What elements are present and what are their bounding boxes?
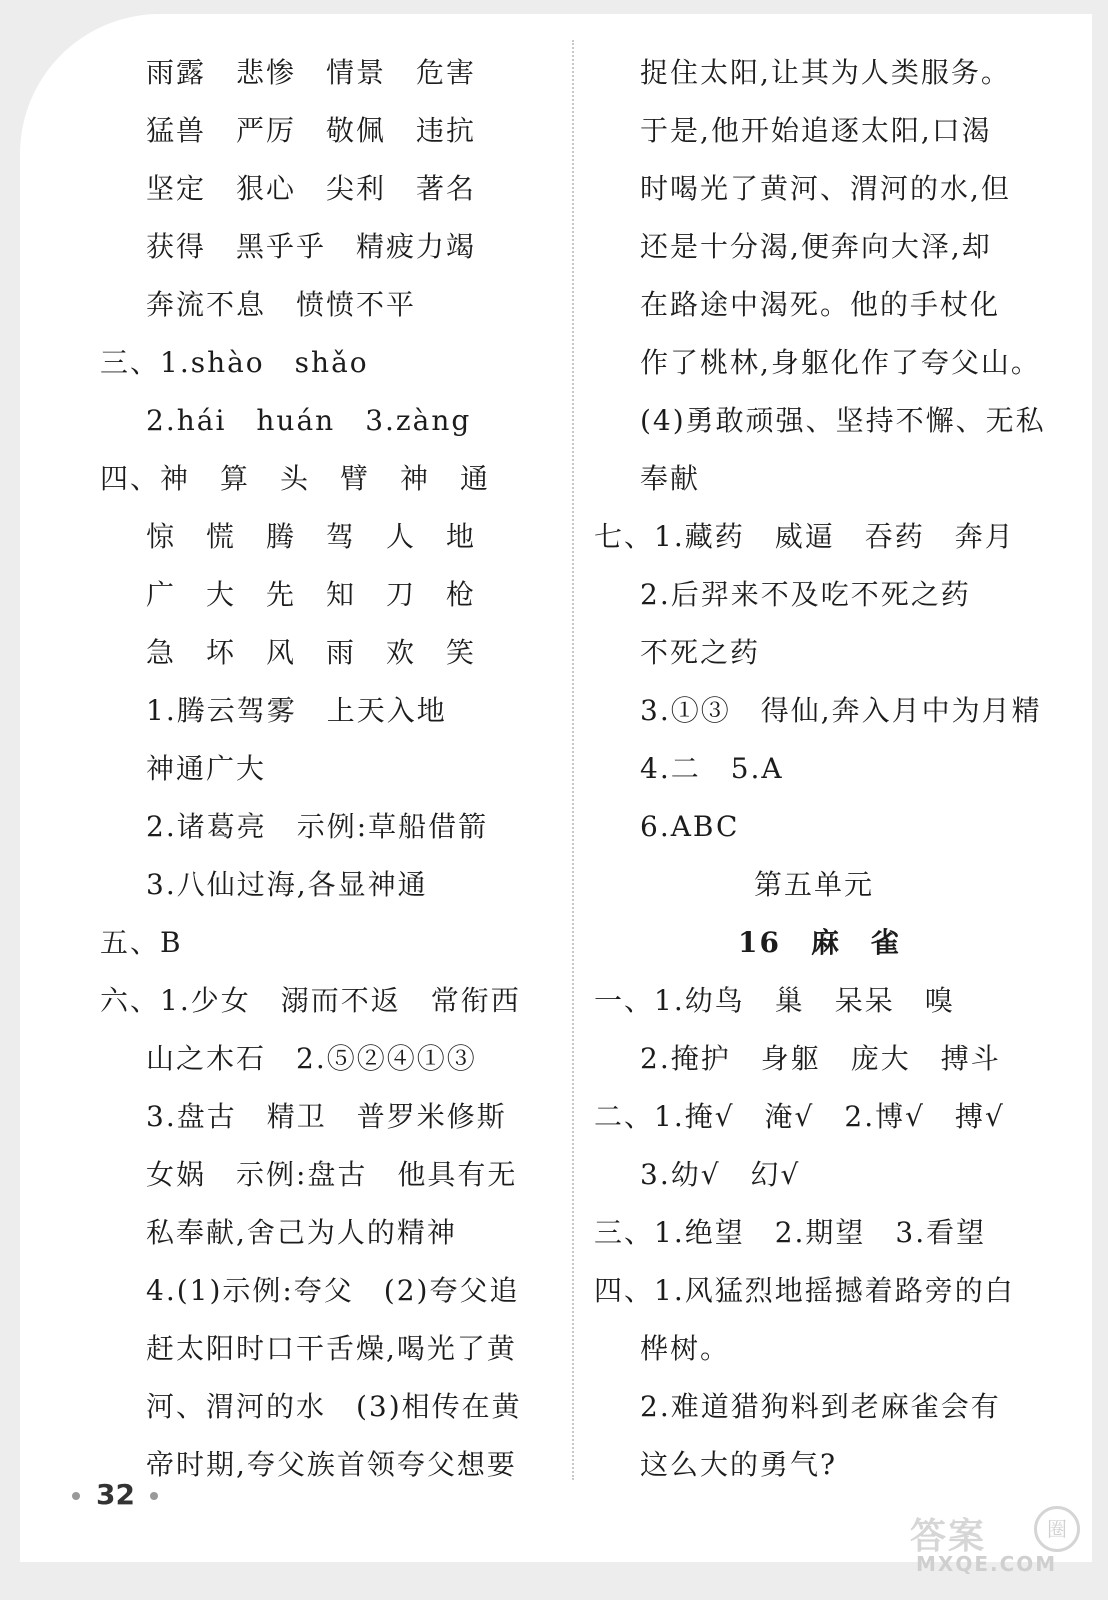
right-column-line: 16 麻 雀	[738, 926, 901, 959]
right-column-line: 这么大的勇气?	[640, 1448, 838, 1481]
left-column-line: 坚定 狠心 尖利 著名	[146, 172, 477, 205]
left-column-line: 3.八仙过海,各显神通	[146, 868, 428, 901]
left-column-line: 2.hái huán 3.zàng	[146, 404, 472, 437]
left-column-line: 神通广大	[146, 752, 267, 785]
left-column-line: 4.(1)示例:夸父 (2)夸父追	[146, 1274, 520, 1307]
right-column-line: 七、1.藏药 威逼 吞药 奔月	[594, 520, 1015, 553]
right-column-line: 作了桃林,身躯化作了夸父山。	[640, 346, 1041, 379]
left-column-line: 奔流不息 愤愤不平	[146, 288, 417, 321]
page-number-dot-right	[150, 1492, 158, 1500]
right-column-line: 时喝光了黄河、渭河的水,但	[640, 172, 1011, 205]
right-column-line: 不死之药	[640, 636, 761, 669]
watermark-icon: 圈	[1034, 1506, 1080, 1552]
left-column-line: 山之木石 2.⑤②④①③	[146, 1042, 477, 1075]
left-column-line: 3.盘古 精卫 普罗米修斯	[146, 1100, 507, 1133]
left-column-line: 私奉献,舍己为人的精神	[146, 1216, 457, 1249]
right-column-line: 还是十分渴,便奔向大泽,却	[640, 230, 992, 263]
right-column-line: 2.掩护 身躯 庞大 搏斗	[640, 1042, 1001, 1075]
left-column-line: 雨露 悲惨 情景 危害	[146, 56, 477, 89]
left-column-line: 1.腾云驾雾 上天入地	[146, 694, 447, 727]
left-column-line: 四、神 算 头 臂 神 通	[100, 462, 491, 495]
left-column-line: 猛兽 严厉 敬佩 违抗	[146, 114, 477, 147]
right-column-line: 4.二 5.A	[640, 752, 784, 785]
column-divider	[572, 40, 574, 1480]
left-column-line: 获得 黑乎乎 精疲力竭	[146, 230, 477, 263]
watermark-text: 答案	[910, 1516, 987, 1557]
right-column-line: 桦树。	[640, 1332, 731, 1365]
watermark-url: MXQE.COM	[916, 1552, 1058, 1576]
left-column-line: 五、B	[100, 926, 183, 959]
right-column-line: 2.后羿来不及吃不死之药	[640, 578, 971, 611]
left-column-line: 广 大 先 知 刀 枪	[146, 578, 477, 611]
left-column-line: 河、渭河的水 (3)相传在黄	[146, 1390, 522, 1423]
left-column-line: 惊 慌 腾 驾 人 地	[146, 520, 477, 553]
left-column-line: 2.诸葛亮 示例:草船借箭	[146, 810, 489, 843]
right-column-line: 一、1.幼鸟 巢 呆呆 嗅	[594, 984, 955, 1017]
page-number: 32	[96, 1478, 135, 1511]
right-column-line: 在路途中渴死。他的手杖化	[640, 288, 1001, 321]
left-column-line: 六、1.少女 溺而不返 常衔西	[100, 984, 521, 1017]
left-column-line: 帝时期,夸父族首领夸父想要	[146, 1448, 517, 1481]
right-column-line: 6.ABC	[640, 810, 740, 843]
watermark-logo	[910, 1506, 1088, 1576]
right-column-line: 捉住太阳,让其为人类服务。	[640, 56, 1011, 89]
page-number-dot-left	[72, 1492, 80, 1500]
left-column-line: 三、1.shào shǎo	[100, 346, 369, 379]
right-column-line: 奉献	[640, 462, 701, 495]
right-column-line: 第五单元	[754, 868, 875, 901]
left-column-line: 赶太阳时口干舌燥,喝光了黄	[146, 1332, 517, 1365]
right-column-line: 3.幼√ 幻√	[640, 1158, 801, 1191]
right-column-line: 四、1.风猛烈地摇撼着路旁的白	[594, 1274, 1015, 1307]
right-column-line: 于是,他开始追逐太阳,口渴	[640, 114, 992, 147]
right-column-line: 二、1.掩√ 淹√ 2.博√ 搏√	[594, 1100, 1005, 1133]
left-column-line: 急 坏 风 雨 欢 笑	[146, 636, 477, 669]
left-column-line: 女娲 示例:盘古 他具有无	[146, 1158, 518, 1191]
right-column-line: 3.①③ 得仙,奔入月中为月精	[640, 694, 1042, 727]
right-column-line: 2.难道猎狗料到老麻雀会有	[640, 1390, 1001, 1423]
right-column-line: 三、1.绝望 2.期望 3.看望	[594, 1216, 987, 1249]
right-column-line: (4)勇敢顽强、坚持不懈、无私	[640, 404, 1046, 437]
